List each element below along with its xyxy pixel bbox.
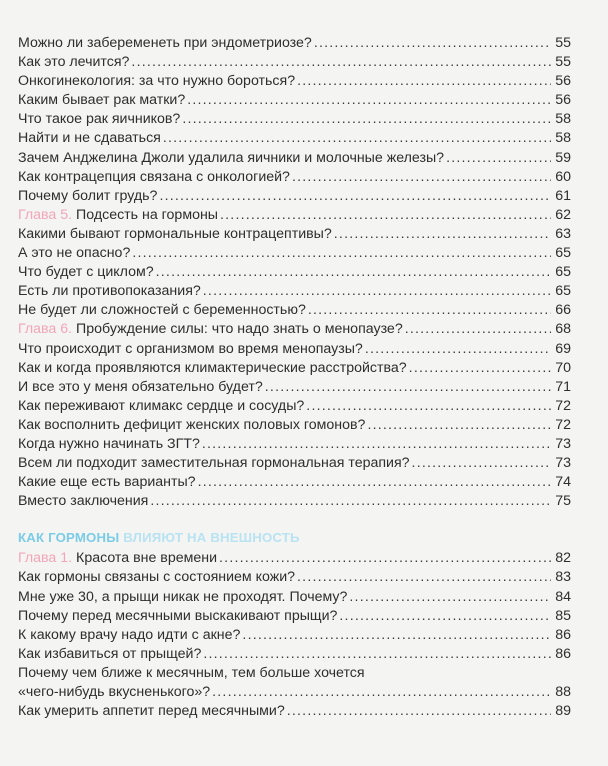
toc-entry-title: Как и когда проявляются климактерические расстройства? xyxy=(18,359,407,376)
dot-leader xyxy=(446,149,551,168)
toc-entry[interactable] xyxy=(18,110,571,129)
dot-leader xyxy=(156,263,551,282)
toc-entry-page: 72 xyxy=(555,416,571,433)
dot-leader xyxy=(182,110,551,129)
toc-entry-page: 85 xyxy=(555,607,571,624)
toc-entry-title xyxy=(18,206,218,225)
dot-leader xyxy=(367,416,551,435)
chapter-title: Красота вне времени xyxy=(72,550,218,567)
toc-entry[interactable] xyxy=(18,187,571,206)
toc-entry-page: 73 xyxy=(555,435,571,452)
toc-entry-page: 86 xyxy=(555,645,571,662)
toc-entry[interactable] xyxy=(18,225,571,244)
toc-entry-title-line2: «чего-нибудь вкусненького»? xyxy=(18,684,211,700)
toc-entry[interactable] xyxy=(18,626,571,645)
toc-entry-page: 55 xyxy=(555,54,571,71)
toc-entry[interactable] xyxy=(18,263,571,282)
toc-entry-last[interactable] xyxy=(18,702,571,721)
section-heading-strong: КАК ГОРМОНЫ xyxy=(18,530,120,546)
dot-leader xyxy=(198,473,551,492)
toc-entry-page: 58 xyxy=(555,130,571,147)
dot-leader xyxy=(297,72,551,91)
toc-chapter-entry[interactable] xyxy=(18,320,571,339)
toc-entry-page: 70 xyxy=(555,359,571,376)
toc-entry[interactable] xyxy=(18,359,571,378)
toc-entry[interactable] xyxy=(18,282,571,301)
chapter-title: Пробуждение силы: что надо знать о менопаузе? xyxy=(72,321,403,338)
toc-entry-page: 65 xyxy=(555,283,571,300)
toc-entry[interactable] xyxy=(18,168,571,187)
dot-leader xyxy=(219,549,551,568)
toc-entry-page: 69 xyxy=(555,340,571,357)
dot-leader xyxy=(242,626,551,645)
toc-chapter-entry[interactable] xyxy=(18,549,571,568)
toc-entry[interactable] xyxy=(18,397,571,416)
toc-entry-page: 73 xyxy=(555,455,571,472)
dot-leader xyxy=(131,53,551,72)
toc-entry-title: Не будет ли сложностей с беременностью? xyxy=(18,302,306,319)
toc-entry-page: 84 xyxy=(555,588,571,605)
toc-entry[interactable] xyxy=(18,53,571,72)
toc-entry[interactable] xyxy=(18,149,571,168)
dot-leader xyxy=(314,34,551,53)
toc-entry-title: Всем ли подходит заместительная гормональная терапия? xyxy=(18,455,410,472)
toc-entry[interactable] xyxy=(18,454,571,473)
toc-entry[interactable] xyxy=(18,435,571,454)
toc-entry-title: Как избавиться от прыщей? xyxy=(18,645,202,662)
dot-leader xyxy=(334,225,551,244)
toc-entry-page: 74 xyxy=(555,474,571,491)
toc-entry-line2 xyxy=(18,683,571,702)
chapter-label: Глава 5. xyxy=(18,206,73,223)
chapter-title: Подсесть на гормоны xyxy=(72,206,219,223)
toc-entry-title: Какие еще есть варианты? xyxy=(18,474,196,491)
chapter-label: Глава 1. xyxy=(18,550,73,567)
toc-entry-page: 56 xyxy=(555,73,571,90)
toc-entry-page: 59 xyxy=(555,149,571,166)
toc-entry-page: 82 xyxy=(555,550,571,567)
toc-entry-title: И все это у меня обязательно будет? xyxy=(18,378,263,395)
toc-entry-title: А это не опасно? xyxy=(18,245,131,262)
toc-entry[interactable] xyxy=(18,72,571,91)
dot-leader xyxy=(203,282,551,301)
toc-entry-title: Как переживают климакс сердце и сосуды? xyxy=(18,397,305,414)
toc-entry-page: 58 xyxy=(555,111,571,128)
toc-entry[interactable] xyxy=(18,416,571,435)
toc-entry-title: Что такое рак яичников? xyxy=(18,111,181,128)
dot-leader xyxy=(339,607,551,626)
toc-entry-page: 63 xyxy=(555,225,571,242)
dot-leader xyxy=(306,397,551,416)
toc-entry-page: 86 xyxy=(555,626,571,643)
dot-leader xyxy=(292,168,551,187)
toc-entry[interactable] xyxy=(18,568,571,587)
toc-entry[interactable] xyxy=(18,473,571,492)
dot-leader xyxy=(349,588,551,607)
toc-entry-title-line1: Почему чем ближе к месячным, тем больше хочется xyxy=(18,664,365,681)
toc-entry-title: Зачем Анджелина Джоли удалила яичники и молочные железы? xyxy=(18,149,445,166)
toc-entry-page: 62 xyxy=(555,206,571,223)
toc-entry-title xyxy=(18,320,403,339)
toc-entry[interactable] xyxy=(18,129,571,148)
dot-leader xyxy=(159,187,551,206)
dot-leader xyxy=(409,359,551,378)
toc-entry-page: 71 xyxy=(555,378,571,395)
toc-entry[interactable] xyxy=(18,91,571,110)
dot-leader xyxy=(297,568,551,587)
toc-entry-page: 75 xyxy=(555,493,571,510)
toc-entry-title: Когда нужно начинать ЗГТ? xyxy=(18,435,200,452)
toc-entry-title: Как умерить аппетит перед месячными? xyxy=(18,703,285,720)
toc-entry-title: Какими бывают гормональные контрацептивы? xyxy=(18,225,332,242)
toc-entry-title: Почему болит грудь? xyxy=(18,187,158,204)
dot-leader xyxy=(365,340,551,359)
section-heading-faded: ВЛИЯЮТ НА ВНЕШНОСТЬ xyxy=(119,530,300,546)
toc-entry-title: Что происходит с организмом во время менопаузы? xyxy=(18,340,363,357)
toc-entry-title xyxy=(18,549,217,568)
toc-entry[interactable] xyxy=(18,340,571,359)
toc-entry[interactable] xyxy=(18,34,571,53)
toc-entry-title: Онкогинекология: за что нужно бороться? xyxy=(18,73,296,90)
toc-entry[interactable] xyxy=(18,645,571,664)
dot-leader xyxy=(203,645,551,664)
dot-leader xyxy=(265,378,551,397)
dot-leader xyxy=(412,454,551,473)
dot-leader xyxy=(308,301,551,320)
toc-entry-title: Каким бывает рак матки? xyxy=(18,92,186,109)
dot-leader xyxy=(287,702,551,721)
dot-leader xyxy=(187,91,551,110)
section-heading xyxy=(18,527,571,549)
toc-entry-page: 65 xyxy=(555,245,571,262)
toc-entry-page: 88 xyxy=(555,684,571,700)
toc-entry-page: 65 xyxy=(555,264,571,281)
toc-entry-title: Найти и не сдаваться xyxy=(18,130,161,147)
dot-leader xyxy=(212,683,551,702)
toc-entry[interactable] xyxy=(18,378,571,397)
dot-leader xyxy=(163,129,551,148)
toc-entry-title: Почему перед месячными выскакивают прыщи? xyxy=(18,607,338,624)
dot-leader xyxy=(202,435,551,454)
toc-entry-title: К какому врачу надо идти с акне? xyxy=(18,626,241,643)
toc-entry-title: Что будет с циклом? xyxy=(18,264,154,281)
toc-entry-page: 56 xyxy=(555,92,571,109)
toc-entry-page: 61 xyxy=(555,187,571,204)
toc-entry[interactable] xyxy=(18,492,571,511)
dot-leader xyxy=(220,206,551,225)
toc-entry-title: Как контрацепция связана с онкологией? xyxy=(18,168,290,185)
toc-entry[interactable] xyxy=(18,607,571,626)
dot-leader xyxy=(150,492,551,511)
dot-leader xyxy=(132,244,551,263)
toc-entry[interactable] xyxy=(18,301,571,320)
toc-entry-title: Как восполнить дефицит женских половых гомонов? xyxy=(18,416,366,433)
toc-entry-title: Можно ли забеременеть при эндометриозе? xyxy=(18,35,312,51)
toc-chapter-entry[interactable] xyxy=(18,206,571,225)
toc-entry-page: 72 xyxy=(555,397,571,414)
toc-part-2 xyxy=(18,549,571,664)
toc-entry[interactable] xyxy=(18,244,571,263)
toc-entry-page: 60 xyxy=(555,168,571,185)
toc-entry-page: 66 xyxy=(555,302,571,319)
toc-entry-title: Как гормоны связаны с состоянием кожи? xyxy=(18,569,296,586)
toc-entry-wrapped[interactable] xyxy=(18,664,571,702)
toc-entry-title: Как это лечится? xyxy=(18,54,130,71)
dot-leader xyxy=(405,320,551,339)
toc-entry-page: 89 xyxy=(555,703,571,720)
toc-entry-page: 83 xyxy=(555,569,571,586)
toc-entry[interactable] xyxy=(18,588,571,607)
toc-entry-title: Вместо заключения xyxy=(18,493,149,510)
toc-entry-page: 55 xyxy=(555,35,571,51)
toc-part-1 xyxy=(18,34,571,511)
toc-entry-title: Мне уже 30, а прыщи никак не проходят. Почему? xyxy=(18,588,348,605)
section-gap xyxy=(18,511,571,527)
table-of-contents xyxy=(18,34,571,721)
chapter-label: Глава 6. xyxy=(18,321,73,338)
toc-entry-title: Есть ли противопоказания? xyxy=(18,283,201,300)
toc-entry-page: 68 xyxy=(555,321,571,338)
